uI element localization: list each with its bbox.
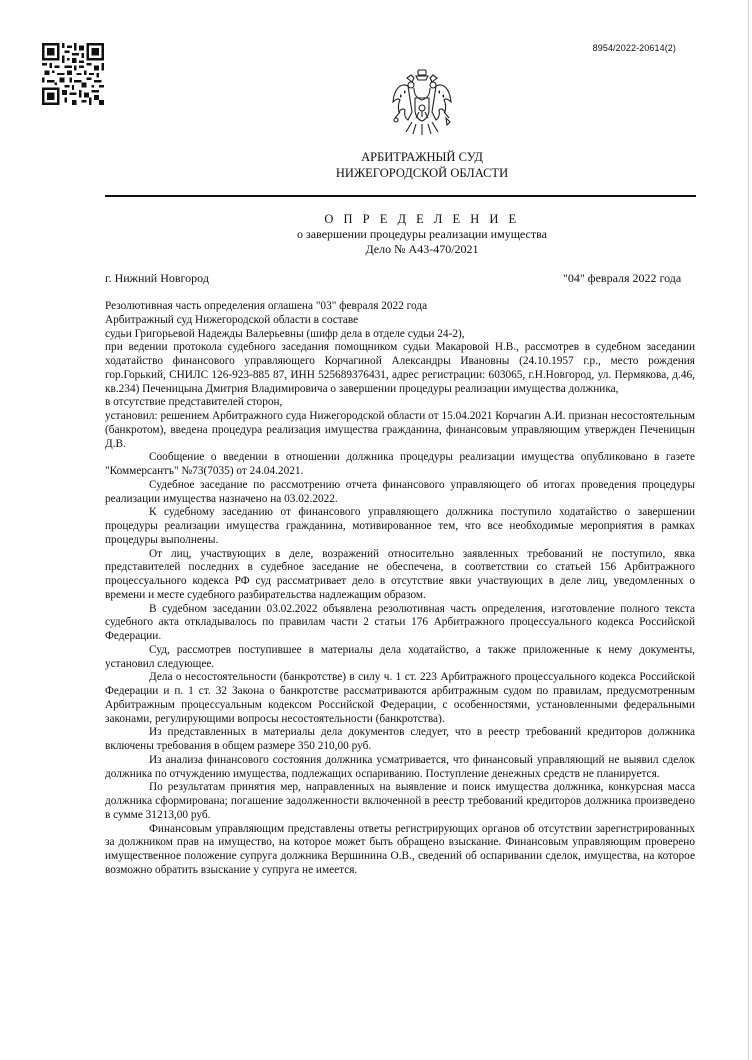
court-name-line-2: НИЖЕГОРОДСКОЙ ОБЛАСТИ (335, 166, 509, 180)
document-subtitle: о завершении процедуры реализации имущества (297, 227, 547, 241)
document-body (105, 300, 695, 878)
paragraph: К судебному заседанию от финансового управляющего должника поступило ходатайство о завершении процедуры реализации имущества гражданина, мотивированное тем, что все необходимые мероприятия в рамках процедуры выполнены. (105, 506, 695, 546)
paragraph: Суд, рассмотрев поступившее в материалы дела ходатайство, а также приложенные к нему документы, установил следующее. (105, 643, 695, 670)
paragraph: Резолютивная часть определения оглашена "03" февраля 2022 года (105, 300, 428, 312)
case-number: Дело № А43-470/2021 (365, 242, 479, 256)
qr-code (41, 43, 105, 105)
coat-of-arms-icon (390, 68, 454, 138)
paragraph: Финансовым управляющим представлены ответы регистрирующих органов об отсутствии зарегистрированных за должником прав на имущество, на которое может быть обращено взыскание. Финансовым управляющим проверено имущественное положение супруга должника Вершинина О.В., сведений об оспаривании сделок, имущества, на которое возможно обратить взыскание у супруга не имеется. (105, 822, 695, 876)
paragraph: Судебное заседание по рассмотрению отчета финансового управляющего об итогах проведения процедуры реализации имущества назначено на 03.02.2022. (105, 478, 695, 505)
paragraph: Арбитражный суд Нижегородской области в составе (105, 313, 359, 326)
paragraph: Дела о несостоятельности (банкротстве) в силу ч. 1 ст. 223 Арбитражного процессуального кодекса Российской Федерации и п. 1 ст. 32 Закона о банкротстве рассматриваются арбитражным судом по правилам, предусмотренным Арбитражным процессуальным кодексом Российской Федерации, с особенностями, установленными федеральными законами, регулирующими вопросы несостоятельности (банкротства). (105, 671, 695, 725)
case-id: 8954/2022-20614(2) (592, 43, 676, 53)
paragraph: Из анализа финансового состояния должника усматривается, что финансовый управляющий не выявил сделок должника по отчуждению имущества, подлежащих оспариванию. Поступление денежных средств не планируется. (105, 753, 695, 780)
paragraph: По результатам принятия мер, направленных на выявление и поиск имущества должника, конкурсная масса должника сформирована; погашение задолженности включенной в реестр требований кредиторов должника произведено в сумме 31213,00 руб. (105, 781, 695, 821)
paragraph: в отсутствие представителей сторон, (105, 396, 283, 409)
paragraph: установил: решением Арбитражного суда Нижегородской области от 15.04.2021 Корчагин А.И. признан несостоятельным (банкротом), введена процедура реализация имущества гражданина, финансовым управляющим утвержден Печеницын Д.В. (105, 410, 695, 450)
paragraph: судьи Григорьевой Надежды Валерьевны (шифр дела в отделе судьи 24-2), (105, 327, 465, 340)
paragraph: От лиц, участвующих в деле, возражений относительно заявленных требований не поступило, явка представителей последних в судебное заседание не обеспечена, в соответствии со статьей 156 Арбитражного процессуального кодекса РФ суд рассматривает дело в отсутствие явки участвующих в деле лиц, уведомленных о времени и месте судебного разбирательства надлежащим образом. (105, 547, 695, 601)
court-name-line-1: АРБИТРАЖНЫЙ СУД (361, 150, 483, 164)
document-title: О П Р Е Д Е Л Е Н И Е (324, 212, 520, 226)
paragraph: Из представленных в материалы дела документов следует, что в реестр требований кредиторов должника включены требования в общем размере 350 210,00 руб. (105, 726, 695, 752)
document-date: "04" февраля 2022 года (563, 271, 682, 285)
paragraph: при ведении протокола судебного заседания помощником судьи Макаровой Н.В., рассмотрев в судебном заседании ходатайство финансового управляющего Корчагиной Александры Ивановны (24.10.1957 г.р., место рождения гор.Горький, СНИЛС 126-923-885 87, ИНН 525689376431, адрес регистрации: 603065, г.Н.Новгород, ул. Пермякова, д.46, кв.234) Печеницына Дмитрия Владимировича о завершении процедуры реализации имущества должника, (105, 341, 695, 395)
header-divider (105, 195, 696, 197)
city: г. Нижний Новгород (105, 271, 209, 285)
paragraph: Сообщение о введении в отношении должника процедуры реализации имущества опубликовано в газете "Коммерсантъ" №73(7035) от 24.04.2021. (105, 451, 695, 477)
paragraph: В судебном заседании 03.02.2022 объявлена резолютивная часть определения, изготовление полного текста судебного акта откладывалось по правилам части 2 статьи 176 Арбитражного процессуального кодекса Российской Федерации. (105, 602, 695, 642)
